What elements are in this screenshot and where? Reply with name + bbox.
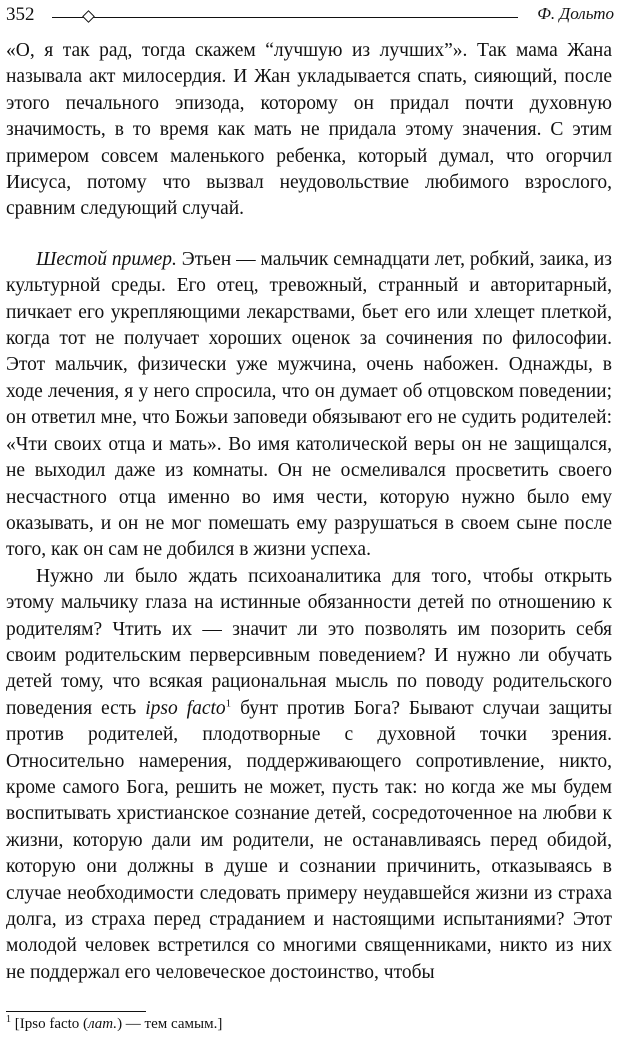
- footnote-text-a: [Ipso facto (: [11, 1016, 89, 1032]
- footnote-italic: лат.: [88, 1016, 118, 1032]
- footnote-marker: 1: [6, 1014, 11, 1025]
- paragraph-2-text: Этьен — мальчик семнадцати лет, робкий, заика, из культурной среды. Его отец, тревожный, странный и авторитарный, пичкает его укрепляющими лекарствами, бьет его или хлещет плеткой, когда тот не получает хороших оценок за сочинения по философии. Этот мальчик, физически уже мужчина, очень набожен. Однажды, в ходе лечения, я у него спросила, что он думает об отцовском поведении; он ответил мне, что Божьи заповеди обязывают его не судить родителей: «Чти своих отца и мать». Во имя католической веры он не защищался, не выходил даже из комнаты. Он не осмеливался просветить своего несчастного отца именно во имя чести, которую нужно было ему оказывать, и он не мог помешать ему разрушаться в своем сыне после того, как он сам не добился в жизни успеха.: [6, 248, 613, 561]
- page-header: [6, 4, 614, 28]
- ipso-facto-term: ipso facto: [145, 697, 226, 719]
- header-rule: [52, 17, 518, 18]
- paragraph-3-text-a: Нужно ли было ждать психоаналитика для того, чтобы открыть этому мальчику глаза на истинные обязанности детей по отношению к родителям? Чтить их — значит ли это позволять им позорить себя своим родительским перверсивным поведением? И нужно ли обучать детей тому, что всякая рациональная мысль по поводу родительского поведения есть: [6, 565, 612, 719]
- footnote-ref[interactable]: 1: [225, 697, 232, 710]
- paragraph-3: [6, 564, 612, 987]
- running-head: Ф. Дольто: [537, 4, 614, 23]
- footnote-text-b: ) — тем самым.]: [117, 1016, 223, 1032]
- page-number: 352: [6, 4, 35, 25]
- paragraph-3-text-b: бунт против Бога? Бывают случаи защиты против родителей, плодотворные с духовной точки зрения. Относительно намерения, поддерживающего сопротивление, никто, кроме самого Бога, решить не может, пусть так: но когда же мы будем воспитывать христианское сознание детей, сосредоточенное на любви к жизни, которую дали им родители, не останавливаясь перед обидой, которую они должны в душе и сознании причинить, отказываясь в случае необходимости следовать примеру неудавшейся жизни из страха долга, из страха перед страданием и настоящими испытаниями? Этот молодой человек встретился со многими священниками, никто из них не поддержал его человеческое достоинство, чтобы: [6, 697, 613, 983]
- header-ornament: [82, 10, 95, 23]
- paragraph-1: «О, я так рад, тогда скажем “лучшую из лучших”». Так мама Жана называла акт милосердия. И Жан укладывается спать, сияющий, после этого печального эпизода, которому он придал почти духовную значимость, в то время как мать не придала этому значения. С этим примером совсем маленького ребенка, который думал, что огорчил Иисуса, потому что вызвал неудовольствие любимого взрослого, сравним следующий случай.: [6, 40, 612, 220]
- paragraph-2: [6, 247, 612, 564]
- example-lead: Шестой пример.: [36, 248, 177, 270]
- footnote: [6, 1016, 222, 1033]
- body-text: [6, 38, 612, 986]
- footnote-rule: [6, 1011, 146, 1012]
